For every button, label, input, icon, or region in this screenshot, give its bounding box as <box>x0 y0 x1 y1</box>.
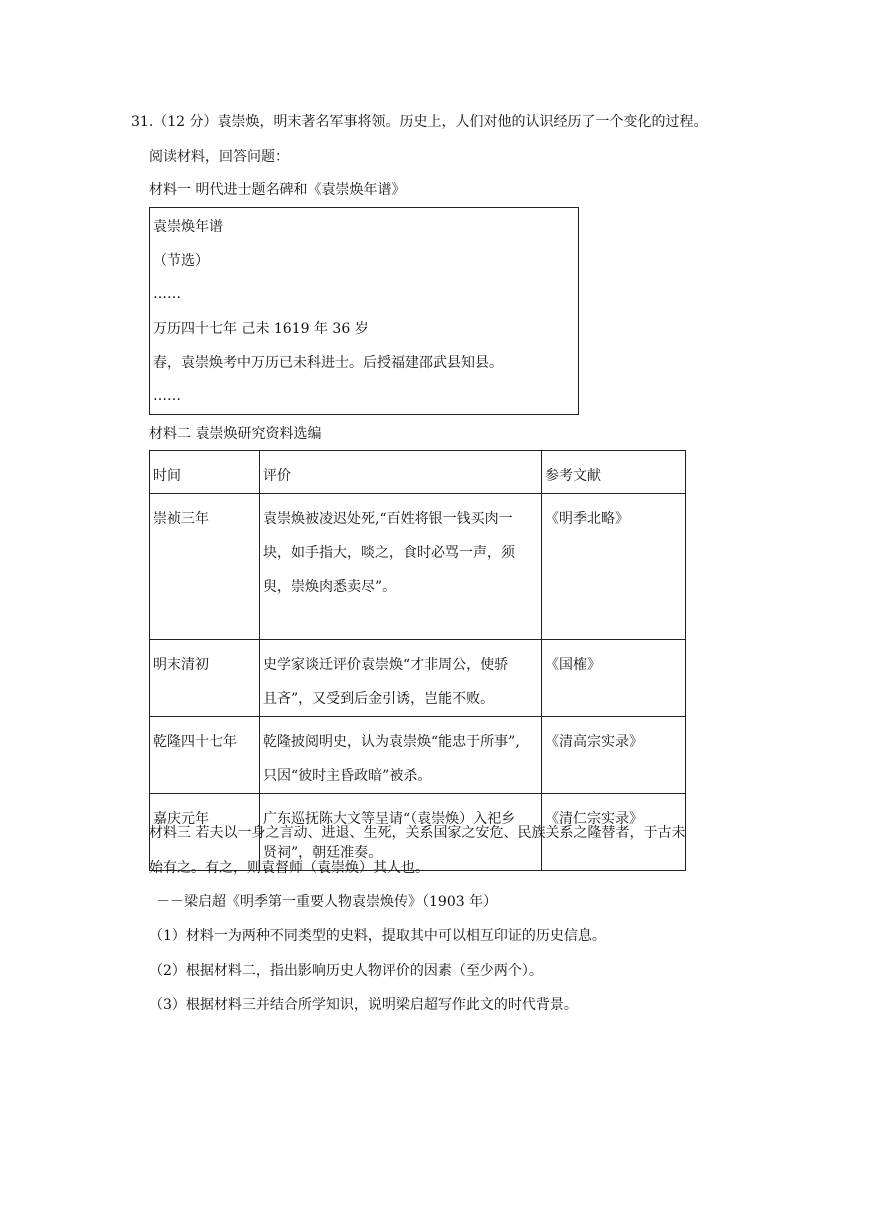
chronicle-line: 春，袁崇焕考中万历已未科进士。后授福建邵武县知县。 <box>153 355 503 371</box>
cell-eval: 史学家谈迁评价袁崇焕“才非周公，使骄 且吝”，又受到后金引诱，岂能不败。 <box>260 640 542 717</box>
header-ref: 参考文献 <box>542 451 686 494</box>
evaluation-table <box>149 450 686 871</box>
table-row <box>150 640 686 717</box>
question-item: （3）根据材料三并结合所学知识，说明梁启超写作此文的时代背景。 <box>149 997 578 1013</box>
cell-time: 乾隆四十七年 <box>150 717 260 794</box>
table-header-row <box>150 451 686 494</box>
cell-eval: 袁崇焕被凌迟处死,“百姓将银一钱买肉一 块，如手指大，啖之，食时必骂一声，须 臾，崇焕肉悉卖尽”。 <box>260 494 542 640</box>
chronicle-box <box>149 207 579 415</box>
material3-line: 材料三 若夫以一身之言动、进退、生死，关系国家之安危、民族关系之隆替者，于古未 <box>149 825 686 841</box>
cell-time: 嘉庆元年 <box>150 794 260 871</box>
cell-ref: 《清高宗实录》 <box>542 717 686 794</box>
chronicle-line: （节选） <box>153 253 209 269</box>
chronicle-line: …… <box>153 286 181 302</box>
chronicle-line: 袁崇焕年谱 <box>153 219 223 235</box>
question-header: 31.（12 分）袁崇焕，明末著名军事将领。历史上，人们对他的认识经历了一个变化的过程。 <box>131 114 708 130</box>
material3-line: 始有之。有之，则袁督师（袁崇焕）其人也。 <box>149 860 429 876</box>
material3-source: －－梁启超《明季第一重要人物袁崇焕传》（1903 年） <box>156 894 498 910</box>
material1-title: 材料一 明代进士题名碑和《袁崇焕年谱》 <box>149 182 406 198</box>
cell-time: 明末清初 <box>150 640 260 717</box>
cell-eval: 广东巡抚陈大文等呈请“（袁崇焕）入祀乡 贤祠”，朝廷准奏。 <box>260 794 542 871</box>
chronicle-line: …… <box>153 388 181 404</box>
question-item: （1）材料一为两种不同类型的史料，提取其中可以相互印证的历史信息。 <box>149 928 606 944</box>
cell-ref: 《清仁宗实录》 <box>542 794 686 871</box>
material2-title: 材料二 袁崇焕研究资料选编 <box>149 426 322 442</box>
cell-time: 崇祯三年 <box>150 494 260 640</box>
cell-ref: 《明季北略》 <box>542 494 686 640</box>
header-time: 时间 <box>150 451 260 494</box>
cell-ref: 《国榷》 <box>542 640 686 717</box>
table-row <box>150 494 686 640</box>
table-row <box>150 717 686 794</box>
question-instruction: 阅读材料，回答问题： <box>149 149 289 165</box>
cell-eval: 乾隆披阅明史，认为袁崇焕“能忠于所事”, 只因“彼时主昏政暗”被杀。 <box>260 717 542 794</box>
chronicle-line: 万历四十七年 己未 1619 年 36 岁 <box>153 321 369 337</box>
header-eval: 评价 <box>260 451 542 494</box>
question-item: （2）根据材料二，指出影响历史人物评价的因素（至少两个）。 <box>149 963 543 979</box>
